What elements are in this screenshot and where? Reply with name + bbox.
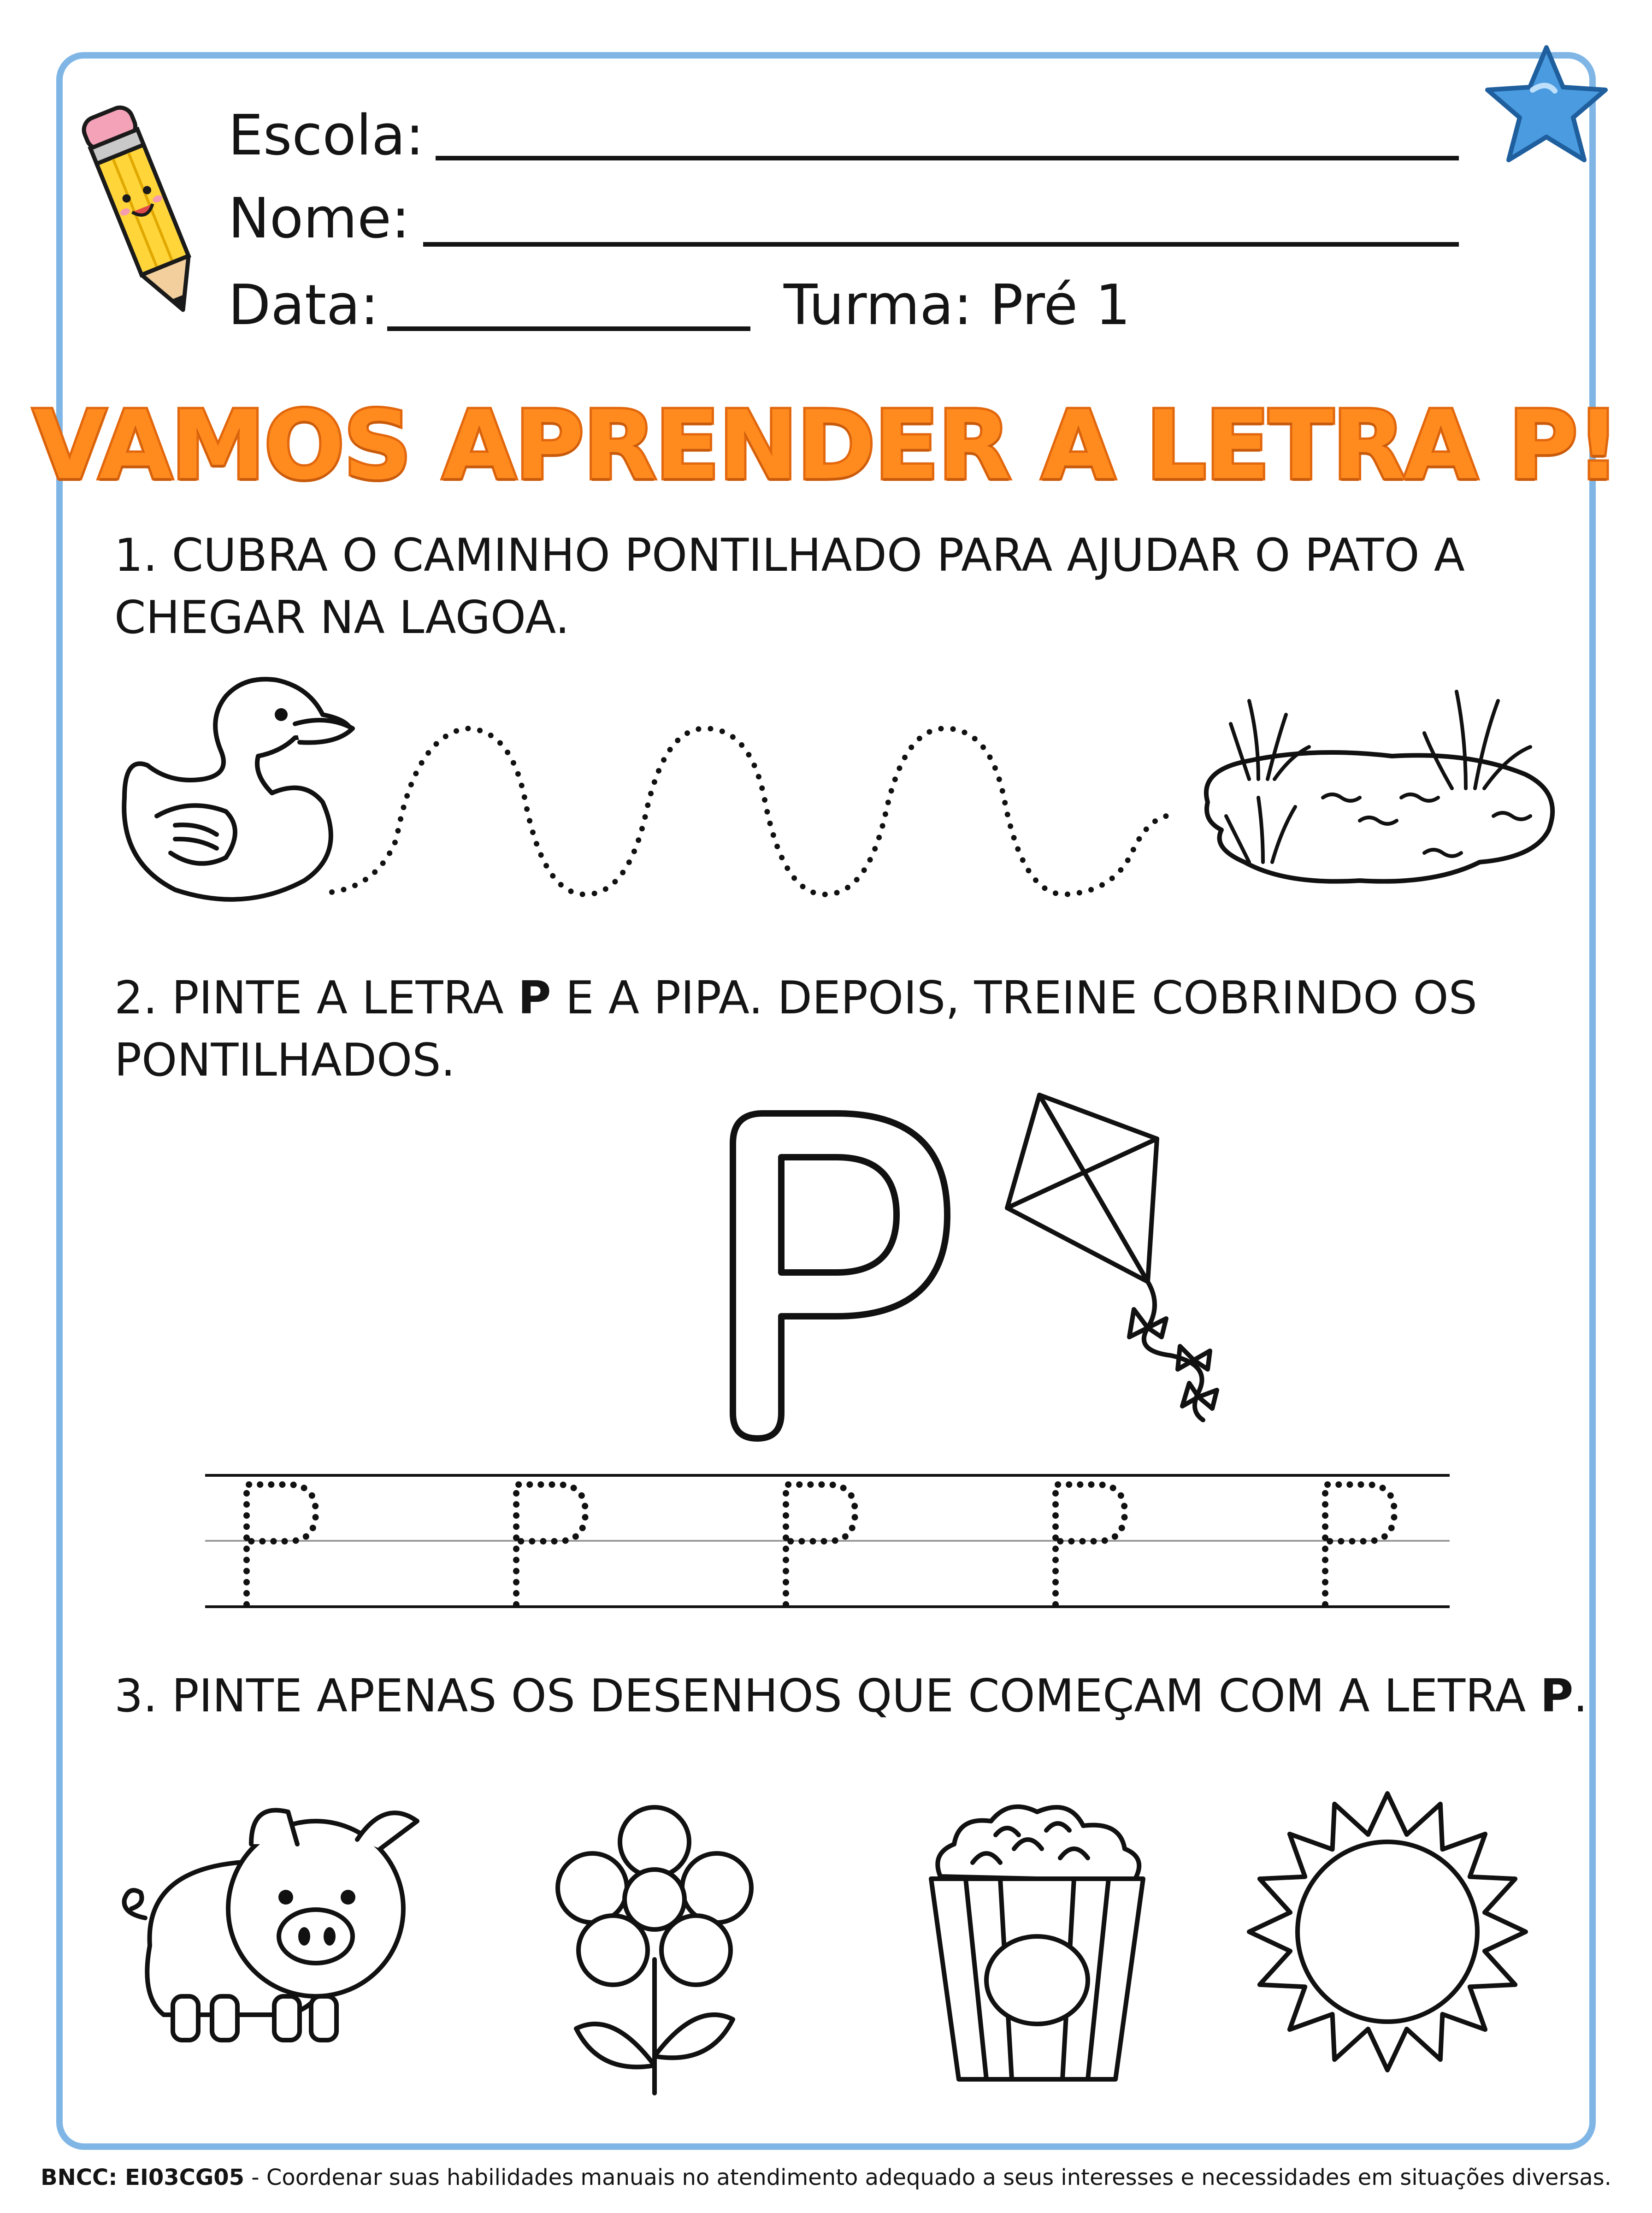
big-letter-p[interactable] — [698, 1104, 956, 1448]
traced-letter-p[interactable] — [1056, 1485, 1125, 1604]
flower-icon[interactable] — [558, 1807, 751, 2102]
footer-bncc: BNCC: EI03CG05 - Coordenar suas habilidades manuais no atendimento adequado a seus interesses e necessidades em situações diversas. — [41, 2165, 1611, 2190]
traced-letter-p[interactable] — [786, 1485, 855, 1604]
school-field[interactable] — [436, 156, 1459, 160]
traced-letter-p[interactable] — [1325, 1485, 1394, 1604]
activity-3-instruction: 3. PINTE APENAS OS DESENHOS QUE COMEÇAM COM A LETRA P. — [114, 1670, 1588, 1722]
kite-icon[interactable] — [996, 1088, 1300, 1429]
page-title: VAMOS APRENDER A LETRA P! — [33, 391, 1619, 501]
traced-letters[interactable] — [205, 1473, 1450, 1611]
date-label: Data: — [228, 273, 379, 337]
popcorn-icon[interactable] — [922, 1798, 1152, 2093]
activity-1-instruction: 1. CUBRA O CAMINHO PONTILHADO PARA AJUDAR O PATO A CHEGAR NA LAGOA. — [114, 529, 1465, 644]
pig-icon[interactable] — [99, 1793, 468, 2052]
school-label: Escola: — [228, 104, 425, 168]
traced-letter-p[interactable] — [516, 1485, 585, 1604]
traced-letter-p[interactable] — [247, 1485, 316, 1604]
date-field[interactable] — [387, 326, 750, 331]
class-label: Turma: Pré 1 — [784, 273, 1131, 337]
sun-icon[interactable] — [1245, 1789, 1530, 2075]
activity-2-instruction: 2. PINTE A LETRA P E A PIPA. DEPOIS, TREINE COBRINDO OS PONTILHADOS. — [114, 972, 1477, 1087]
name-field[interactable] — [423, 242, 1459, 247]
dotted-path[interactable] — [323, 710, 1208, 904]
highlight-letter: P — [1540, 1670, 1574, 1722]
name-label: Nome: — [228, 187, 410, 251]
highlight-letter: P — [518, 972, 551, 1024]
star-icon — [1477, 39, 1616, 173]
pond-icon — [1194, 664, 1572, 904]
pencil-icon — [78, 88, 207, 346]
